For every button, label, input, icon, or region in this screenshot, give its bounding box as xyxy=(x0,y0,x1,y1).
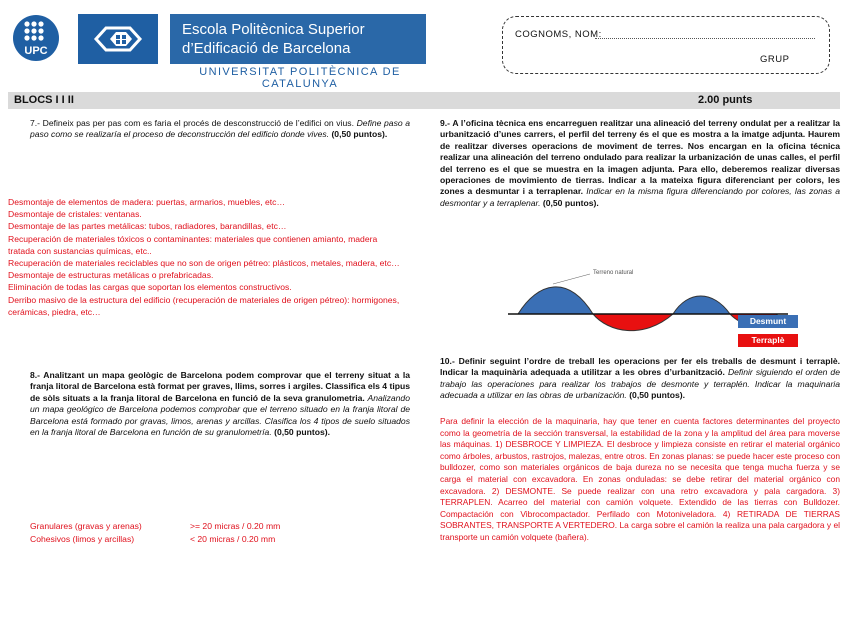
question-7-answer xyxy=(8,196,404,318)
question-8-spanish: Analizando un mapa geológico de Barcelona podemos comprobar que el terreno situado en la franja litoral de Barcelona está formado por gravas, limos, arenas y arcillas. Clasifica los 4 tipos de suelo situados en la franja litoral de Barcelona en función de su granulometría. xyxy=(30,392,410,438)
soil-size: >= 20 micras / 0.20 mm xyxy=(190,521,281,531)
university-name: UNIVERSITAT POLITÈCNICA DE CATALUNYA xyxy=(199,66,401,90)
question-8 xyxy=(30,370,410,438)
question-10-catalan: 10.- Definir seguint l’ordre de treball les operacions per fer els treballs de desmunt i terraplè. Indicar la maquinària adequada a utilitzar a les obres d’urbanització. xyxy=(440,356,840,378)
answer-7-item: Recuperación de materiales reciclables que no son de origen pétreo: plásticos, metales, madera, etc… xyxy=(8,258,400,269)
question-7-catalan: 7.- Defineix pas per pas com es faria el procés de desconstrucció de l’edifici on vius. xyxy=(30,118,354,128)
question-9 xyxy=(440,118,840,209)
soil-size: < 20 micras / 0.20 mm xyxy=(190,534,276,544)
question-10-points: (0,50 puntos). xyxy=(629,390,686,401)
question-7-spanish: Define paso a paso como se realizaría el proceso de deconstrucción del edificio donde vives. xyxy=(30,118,411,140)
question-9-catalan: 9.- A l’oficina tècnica ens encarreguen realitzar una alineació del terreny ondulat per a realitzar la urbanització d’unes carrers, el perfil del terreny és el que es mostra a la imatge adjunta. Haurem de realitzar diverses operacions de moviment de terres. Nos encargan en la oficina técnica realizar una alineación del terreno ondulado para realizar la urbanización de unas calles, el perfil del terreno es el que se muestra en la imagen adjunta. Para ello, deberemos realizar diversas operaciones de movimiento de tierras. Indicar a la mateixa figura diferenciant per colors, les zones a desmuntar i a terraplenar. xyxy=(440,118,840,197)
cut-area xyxy=(673,296,730,314)
question-8-catalan: 8.- Analitzant un mapa geològic de Barcelona podem comprovar que el terreny situat a la franja litoral de Barcelona està format per graves, llims, sorres i argiles. Classifica els 4 tipus de sòls situats a la franja litoral de Barcelona en funció de la seva granulometria. xyxy=(30,370,410,403)
question-10 xyxy=(440,356,840,402)
answer-7-item: Desmontaje de estructuras metálicas o prefabricadas. xyxy=(8,270,214,281)
legend-desmunt: Desmunt xyxy=(738,315,798,328)
student-info-box xyxy=(502,16,830,74)
answer-7-item: Derribo masivo de la estructura del edificio (recuperación de materiales de origen pétreo): hormigones, cerámicas, piedra, etc… xyxy=(8,294,400,317)
school-title-box xyxy=(170,14,426,64)
question-9-points: (0,50 puntos). xyxy=(542,197,599,208)
question-10-answer: Para definir la elección de la maquinaria, hay que tener en cuenta factores determinantes del proyecto como la geometría de la sección transversal, la estabilidad de la zona y la amplitud del área para moverse las máquinas. 1) DESBROCE Y LIMPIEZA. El desbroce y limpieza consiste en retirar el material orgánico como árboles, arbustos, rastrojos, malezas, entre otros. En zonas planas: se puede hacer este proceso con bulldozer, como son materiales orgánicos de baja dureza no se necesita que tenga mucha fuerza y se carga el material con excavadora. En zonas onduladas: se debe retirar del material orgánico con excavadora. 2) DESMONTE. Se puede realizar con una retro excavadora y pala cargadora. 3) TERRAPLEN. Acarreo del material con camión volquete. Extendido de las tierras con Bulldozer. Compactación con Vibrocompactador. Perfilado con Motoniveladora. 4) RETIRADA DE TIERRAS SOBRANTES, TRANSPORTE A VERTEDERO. La carga sobre el camión la realiza una pala cargadora y el transporte un camión volquete (bañera). xyxy=(440,416,840,542)
terrain-label: Terreno natural xyxy=(593,270,634,276)
question-10-spanish: Definir siguiendo el orden de trabajo las operaciones para realizar los trabajos de desmonte y terraplén. Indicar la maquinaria adecuada a utilizar en las obras de urbanización. xyxy=(440,367,840,401)
school-emblem-icon xyxy=(82,16,154,62)
section-header-bar xyxy=(8,92,840,109)
upc-logo-text: UPC xyxy=(24,45,48,57)
school-name-line1: Escola Politècnica Superior xyxy=(182,21,365,38)
section-points: 2.00 punts xyxy=(698,94,753,106)
question-8-answer xyxy=(30,520,410,546)
answer-7-item: Desmontaje de elementos de madera: puertas, armarios, muebles, etc… xyxy=(8,197,286,207)
answer-7-item: Recuperación de materiales tóxicos o contaminantes: materiales que contienen amianto, madera tratada con sustancias químicas, etc.. xyxy=(8,233,378,256)
soil-type: Cohesivos (limos y arcillas) xyxy=(30,534,135,544)
soil-type: Granulares (gravas y arenas) xyxy=(30,521,142,531)
upc-logo xyxy=(12,14,60,62)
name-label: COGNOMS, NOM: xyxy=(515,29,602,40)
school-name-line2: d’Edificació de Barcelona xyxy=(182,40,351,57)
name-field[interactable] xyxy=(595,38,815,39)
answer-7-item: Desmontaje de las partes metálicas: tubos, radiadores, barandillas, etc… xyxy=(8,221,287,232)
cut-area xyxy=(518,287,593,314)
answer-8-row xyxy=(30,533,410,546)
question-7 xyxy=(30,118,410,141)
answer-8-row xyxy=(30,520,410,533)
question-8-points: (0,50 puntos). xyxy=(274,427,330,438)
question-7-points: (0,50 puntos). xyxy=(331,129,388,140)
answer-7-item: Desmontaje de cristales: ventanas. xyxy=(8,209,142,220)
section-title: BLOCS I I II xyxy=(14,94,74,106)
group-label: GRUP xyxy=(760,54,790,65)
label-leader-line xyxy=(553,274,590,284)
question-9-spanish: Indicar en la misma figura diferenciando por colores, las zonas a desmontar y a terraplenar. xyxy=(440,186,840,208)
legend-terraple: Terraplè xyxy=(738,334,798,347)
answer-7-item: Eliminación de todas las cargas que soportan los elementos constructivos. xyxy=(8,282,292,293)
